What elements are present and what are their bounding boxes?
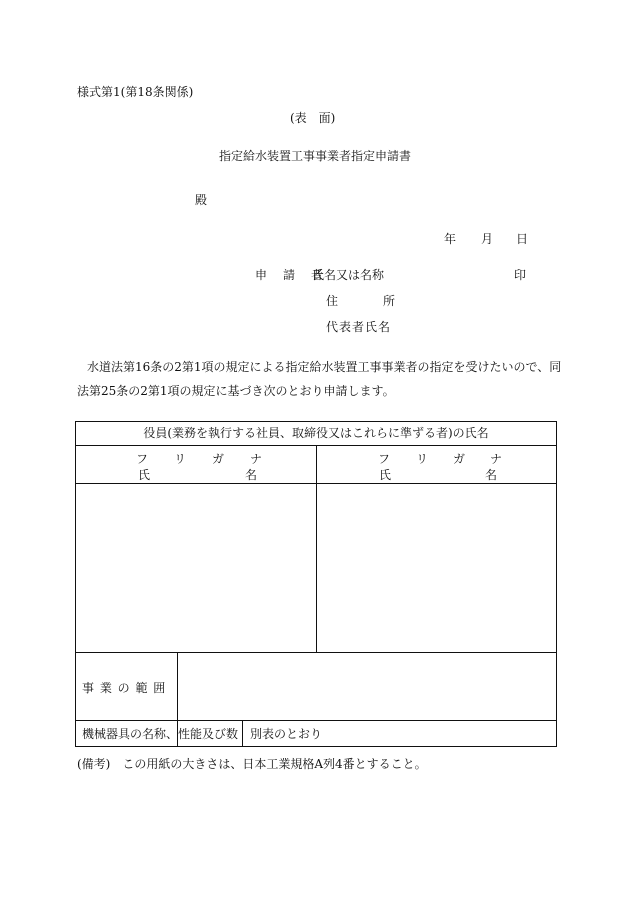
seal-mark: 印 <box>514 268 527 282</box>
table-border-right <box>556 421 557 747</box>
addressee-honorific: 殿 <box>195 193 208 207</box>
applicant-label: 申 請 者 <box>255 268 326 282</box>
furigana-label-char: リ <box>174 452 187 466</box>
date-month-label: 月 <box>481 232 494 246</box>
applicant-name-label: 氏名又は名称 <box>312 268 385 282</box>
body-paragraph-line-1: 水道法第16条の2第1項の規定による指定給水装置工事事業者の指定を受けたいので、同 <box>87 360 562 374</box>
full-name-label-first: 氏 <box>138 468 151 482</box>
date-year-label: 年 <box>444 232 457 246</box>
full-name-label-first: 氏 <box>379 468 392 482</box>
table-border-top <box>75 421 557 422</box>
furigana-label-char: ナ <box>250 452 263 466</box>
officers-header: 役員(業務を執行する社員、取締役又はこれらに準ずる者)の氏名 <box>143 426 489 440</box>
side-label: (表 面) <box>290 111 336 125</box>
table-border-bottom <box>75 746 557 747</box>
remarks-note: (備考) この用紙の大きさは、日本工業規格A列4番とすること。 <box>77 757 427 771</box>
table-column-divider <box>316 445 317 653</box>
date-day-label: 日 <box>516 232 529 246</box>
furigana-label-char: フ <box>378 452 391 466</box>
body-paragraph-line-2: 法第25条の2第1項の規定に基づき次のとおり申請します。 <box>77 384 395 398</box>
furigana-label-char: フ <box>136 452 149 466</box>
address-label-first: 住 <box>326 294 339 308</box>
table-column-divider <box>242 720 243 747</box>
full-name-label-second: 名 <box>485 468 498 482</box>
equipment-label: 機械器具の名称、性能及び数 <box>82 727 239 741</box>
document-title: 指定給水装置工事事業者指定申請書 <box>219 149 412 163</box>
furigana-label-char: ナ <box>490 452 503 466</box>
furigana-label-char: リ <box>416 452 429 466</box>
table-rule <box>75 720 557 721</box>
business-scope-label: 事 業 の 範 囲 <box>82 681 167 695</box>
address-label-second: 所 <box>383 294 396 308</box>
furigana-label-char: ガ <box>453 452 466 466</box>
form-number: 様式第1(第18条関係) <box>77 85 194 99</box>
equipment-value: 別表のとおり <box>250 727 323 741</box>
full-name-label-second: 名 <box>245 468 258 482</box>
furigana-label-char: ガ <box>212 452 225 466</box>
representative-name-label: 代表者氏名 <box>326 320 392 334</box>
table-border-left <box>75 421 76 747</box>
